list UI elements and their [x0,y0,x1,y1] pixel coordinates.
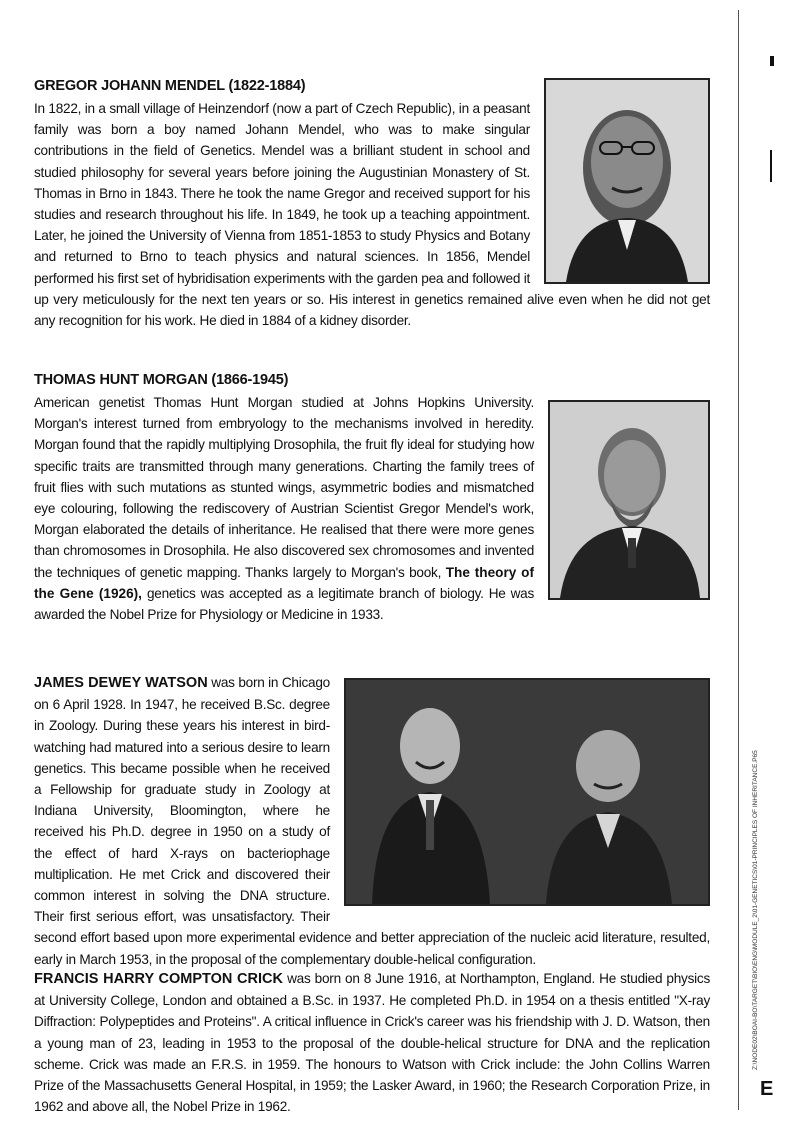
mendel-heading: GREGOR JOHANN MENDEL (1822-1884) [34,78,306,94]
crick-name: FRANCIS HARRY COMPTON CRICK [34,971,283,987]
scan-edge-mark [770,150,772,182]
scan-edge-mark [770,56,774,66]
morgan-text-after: genetics was accepted as a legitimate branch of biology. He was awarded the Nobel Prize for Physiology or Medicine in 1933. [34,585,534,623]
crick-paragraph [34,968,710,1117]
morgan-portrait [548,400,710,600]
watson-crick-photo [344,678,710,906]
page-letter: E [760,1078,774,1100]
morgan-section [34,372,710,625]
mendel-paragraph: In 1822, in a small village of Heinzendorf (now a part of Czech Republic), in a peasant family was born a boy named Johann Mendel, who was to make singular contributions in the field of Genetics. Mendel was a brilliant student in school and studied philosophy for several years before joining the Augustinian Monastery of St. Thomas in Brno in 1843. There he took the name Gregor and received support for his studies and research throughout his life. In 1849, he took up a teaching appointment. Later, he joined the University of Vienna from 1851-1853 to study Physics and Botany and returned to Brno to teach physics and natural sciences. In 1856, Mendel performed his first set of hybridisation experiments with the garden pea and followed it up very meticulously for the next ten years or so. His interest in genetics remained alive even when he did not get any recognition for his work. He died in 1884 of a kidney disorder. [34,101,710,329]
file-path-label: Z:\NODE02\BOAI-BO\TARGET\BIO\ENG\MODULE_2\01-GENETICS\01-PRINCIPLES OF INHERITANCE.P65 [752,750,759,1070]
morgan-book-title: The theory of the Gene (1926), [34,564,534,601]
watson-section [34,672,710,970]
morgan-text-before: American genetist Thomas Hunt Morgan studied at Johns Hopkins University. Morgan's interest turned from embryology to the mechanisms involved in heredity. Morgan found that the rapidly multiplying Drosophila, the fruit fly ideal for studying how specific traits are transmitted through many generations. Charting the family trees of fruit flies with such mutations as stunted wings, asymmetric bodies and mismatched eye colouring, following the rediscovery of Austrian Scientist Gregor Mendel's work, Morgan elaborated the details of inheritance. He realised that there were more genes than chromosomes in Drosophila. He also discovered sex chromosomes and invented the techniques of genetic mapping. Thanks largely to Morgan's book, [34,395,534,580]
morgan-heading: THOMAS HUNT MORGAN (1866-1945) [34,372,289,388]
mendel-portrait [544,78,710,284]
watson-text: was born in Chicago on 6 April 1928. In 1947, he received B.Sc. degree in Zoology. During these years his interest in bird-watching had matured into a serious desire to learn genetics. This became possible when he received a Fellowship for graduate study in Zoology at Indiana University, Bloomington, where he received his Ph.D. degree in 1950 on a study of the effect of hard X-rays on bacteriophage multiplication. He met Crick and discovered their common interest in solving the DNA structure. Their first serious effort, was unsatisfactory. Their second effort based upon more experimental evidence and better appreciation of the nucleic acid literature, resulted, early in March 1953, in the proposal of the complementary double-helical configuration. [34,675,710,967]
mendel-section [34,78,710,331]
crick-section [34,968,710,1117]
watson-name: JAMES DEWEY WATSON [34,675,208,691]
crick-text: was born on 8 June 1916, at Northampton, England. He studied physics at University College, London and obtained a B.Sc. in 1937. He completed Ph.D. in 1954 on a thesis entitled "X-ray Diffraction: Polypeptides and Proteins". A critical influence in Crick's career was his friendship with J. D. Watson, then a young man of 23, leading in 1953 to the proposal of the double-helical structure for DNA and the replication scheme. Crick was made an F.R.S. in 1959. The honours to Watson with Crick include: the John Collins Warren Prize of the Massachusetts General Hospital, in 1959; the Lasker Award, in 1960; the Research Corporation Prize, in 1962 and above all, the Nobel Prize in 1962. [34,971,711,1115]
scan-edge-line [738,10,739,1110]
